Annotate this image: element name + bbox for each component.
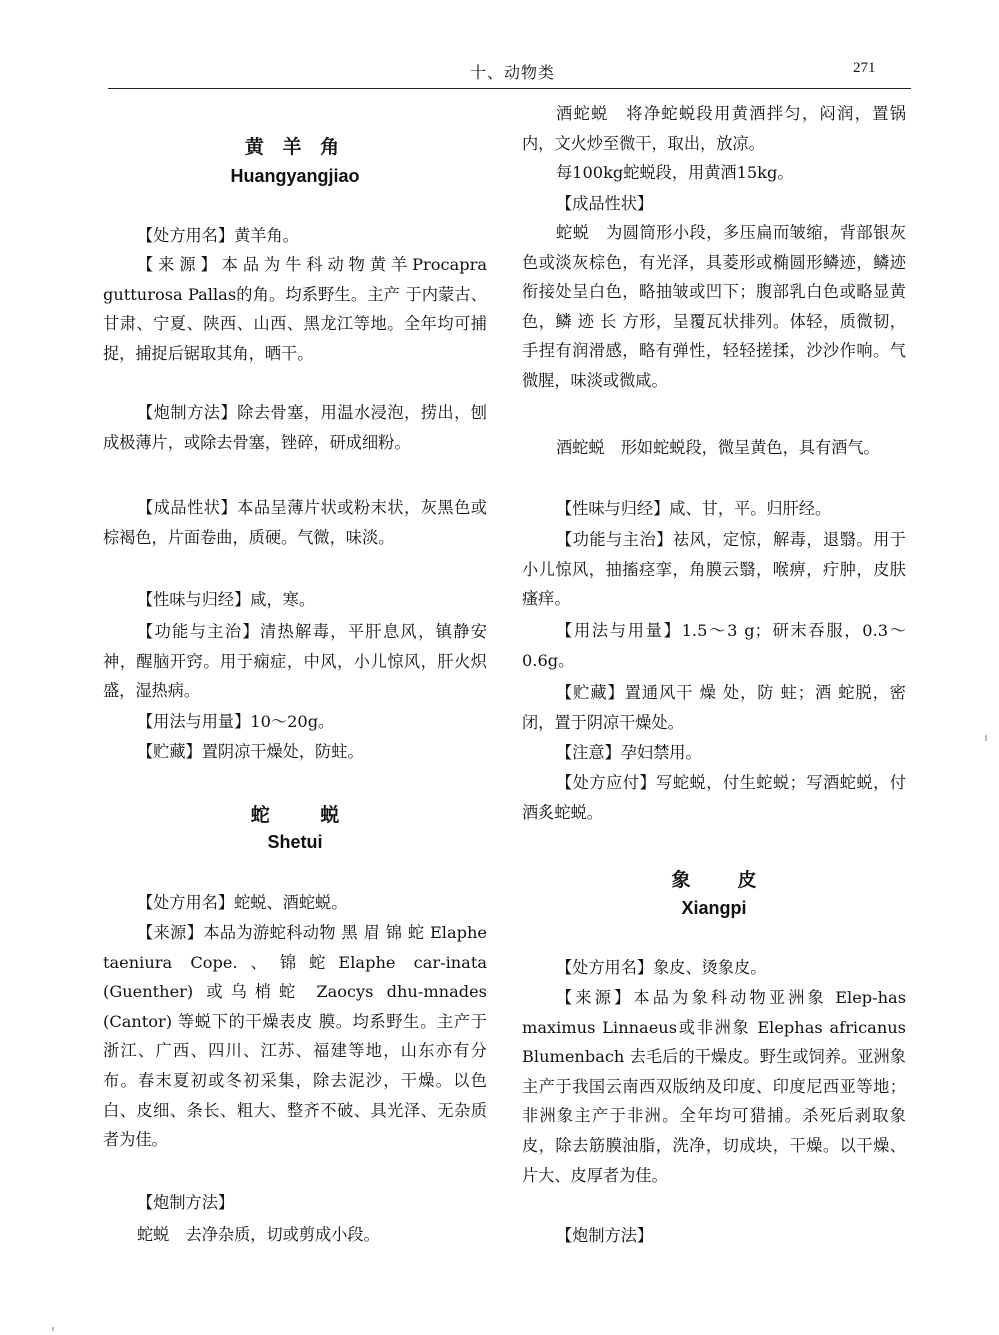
paragraph-product-traits: 【成品性状】: [556, 194, 654, 213]
scan-speck: [985, 735, 987, 741]
paragraph-function: 【功能与主治】清热解毒，平肝息风，镇静安神，醒脑开窍。用于痫症，中风，小儿惊风，肝火炽盛，湿热病。: [103, 622, 487, 701]
paragraph-dispensing: 【处方应付】写蛇蜕，付生蛇蜕；写酒蛇蜕，付酒炙蛇蜕。: [522, 773, 906, 822]
paragraph-processing: 【炮制方法】: [556, 1226, 654, 1245]
paragraph-prescription-name: 【处方用名】象皮、烫象皮。: [556, 958, 767, 977]
paragraph-nature-meridian: 【性味与归经】咸、甘，平。归肝经。: [556, 499, 832, 518]
header-rule: [108, 88, 911, 89]
paragraph-prescription-name: 【处方用名】黄羊角。: [137, 226, 299, 245]
paragraph-dosage: 【用法与用量】10～20g。: [137, 712, 335, 731]
paragraph-traits-wine-shetui: 酒蛇蜕 形如蛇蜕段，微呈黄色，具有酒气。: [556, 438, 880, 457]
paragraph-processing-shetui: 蛇蜕 去净杂质，切或剪成小段。: [137, 1225, 380, 1244]
paragraph-product-traits: 【成品性状】本品呈薄片状或粉末状，灰黑色或棕褐色，片面卷曲，质硬。气微，味淡。: [103, 498, 487, 547]
paragraph-source: 【来源】本品为象科动物亚洲象 Elep-has maximus Linnaeus或非洲象 Elephas africanus Blumenbach 去毛后的干燥皮。野生或饲养。亚洲象主产于我国云南西双版纳及印度、印度尼西亚等地；非洲象主产于非洲。全年均可猎捕。杀死后剥取象皮，除去筋膜油脂，洗净，切成块，干燥。以干燥、片大、皮厚者为佳。: [522, 988, 906, 1185]
entry-title: 蛇 蜕: [250, 804, 362, 826]
entry-pinyin: Shetui: [267, 832, 323, 852]
paragraph-function: 【功能与主治】祛风，定惊，解毒，退翳。用于小儿惊风，抽搐痉挛，角膜云翳，喉痹，疔肿，皮肤瘙痒。: [522, 530, 906, 609]
paragraph-processing: 【炮制方法】: [137, 1193, 235, 1212]
entry-pinyin: Xiangpi: [681, 898, 747, 918]
paragraph-dosage: 【用法与用量】1.5～3 g；研末吞服，0.3～0.6g。: [522, 621, 906, 670]
paragraph-storage: 【贮藏】置阴凉干燥处，防蛀。: [137, 742, 364, 761]
paragraph-storage: 【贮藏】置通风干 燥 处，防 蛀；酒 蛇脱，密闭，置于阴凉干燥处。: [522, 683, 906, 732]
paragraph-caution: 【注意】孕妇禁用。: [556, 743, 702, 762]
paragraph-processing: 【炮制方法】除去骨塞，用温水浸泡，捞出，刨成极薄片，或除去骨塞，锉碎，研成细粉。: [103, 403, 487, 452]
paragraph-traits-shetui: 蛇蜕 为圆筒形小段，多压扁而皱缩，背部银灰色或淡灰棕色，有光泽，具菱形或椭圆形鳞迹，鳞迹衔接处呈白色，略抽皱或凹下；腹部乳白色或略显黄 色，鳞 迹 长 方形，呈覆瓦状排列。体轻，质微韧，手捏有润滑感，略有弹性，轻轻搓揉，沙沙作响。气微腥，味淡或微咸。: [522, 223, 906, 390]
paragraph-source: 【来源】本品为牛科动物黄羊Procapra gutturosa Pallas的角。均系野生。主产 于内蒙古、甘肃、宁夏、陕西、山西、黑龙江等地。全年均可捕捉，捕捉后锯取其角，晒干。: [103, 255, 487, 363]
entry-title: 黄 羊 角: [244, 136, 346, 158]
paragraph-nature-meridian: 【性味与归经】咸，寒。: [137, 590, 316, 609]
paragraph-wine-ratio: 每100kg蛇蜕段，用黄酒15kg。: [556, 163, 794, 182]
scan-speck: [52, 1327, 54, 1331]
entry-pinyin: Huangyangjiao: [230, 166, 360, 186]
page-number: 271: [853, 60, 876, 76]
paragraph-processing-wine-shetui: 酒蛇蜕 将净蛇蜕段用黄酒拌匀，闷润，置锅内，文火炒至微干，取出，放凉。: [522, 104, 906, 153]
entry-title: 象 皮: [671, 869, 771, 891]
paragraph-source: 【来源】本品为游蛇科动物 黑 眉 锦 蛇 Elaphe taeniura Cope.、锦蛇Elaphe car-inata (Guenther) 或乌梢蛇 Zaocys dhu-mnades (Cantor) 等蜕下的干燥表皮 膜。均系野生。主产于浙江、广西、四川、江苏、福建等地，山东亦有分布。春末夏初或冬初采集，除去泥沙，干燥。以色白、皮细、条长、粗大、整齐不破、具光泽、无杂质者为佳。: [103, 923, 487, 1150]
section-title: 十、动物类: [470, 63, 556, 82]
paragraph-prescription-name: 【处方用名】蛇蜕、酒蛇蜕。: [137, 893, 348, 912]
